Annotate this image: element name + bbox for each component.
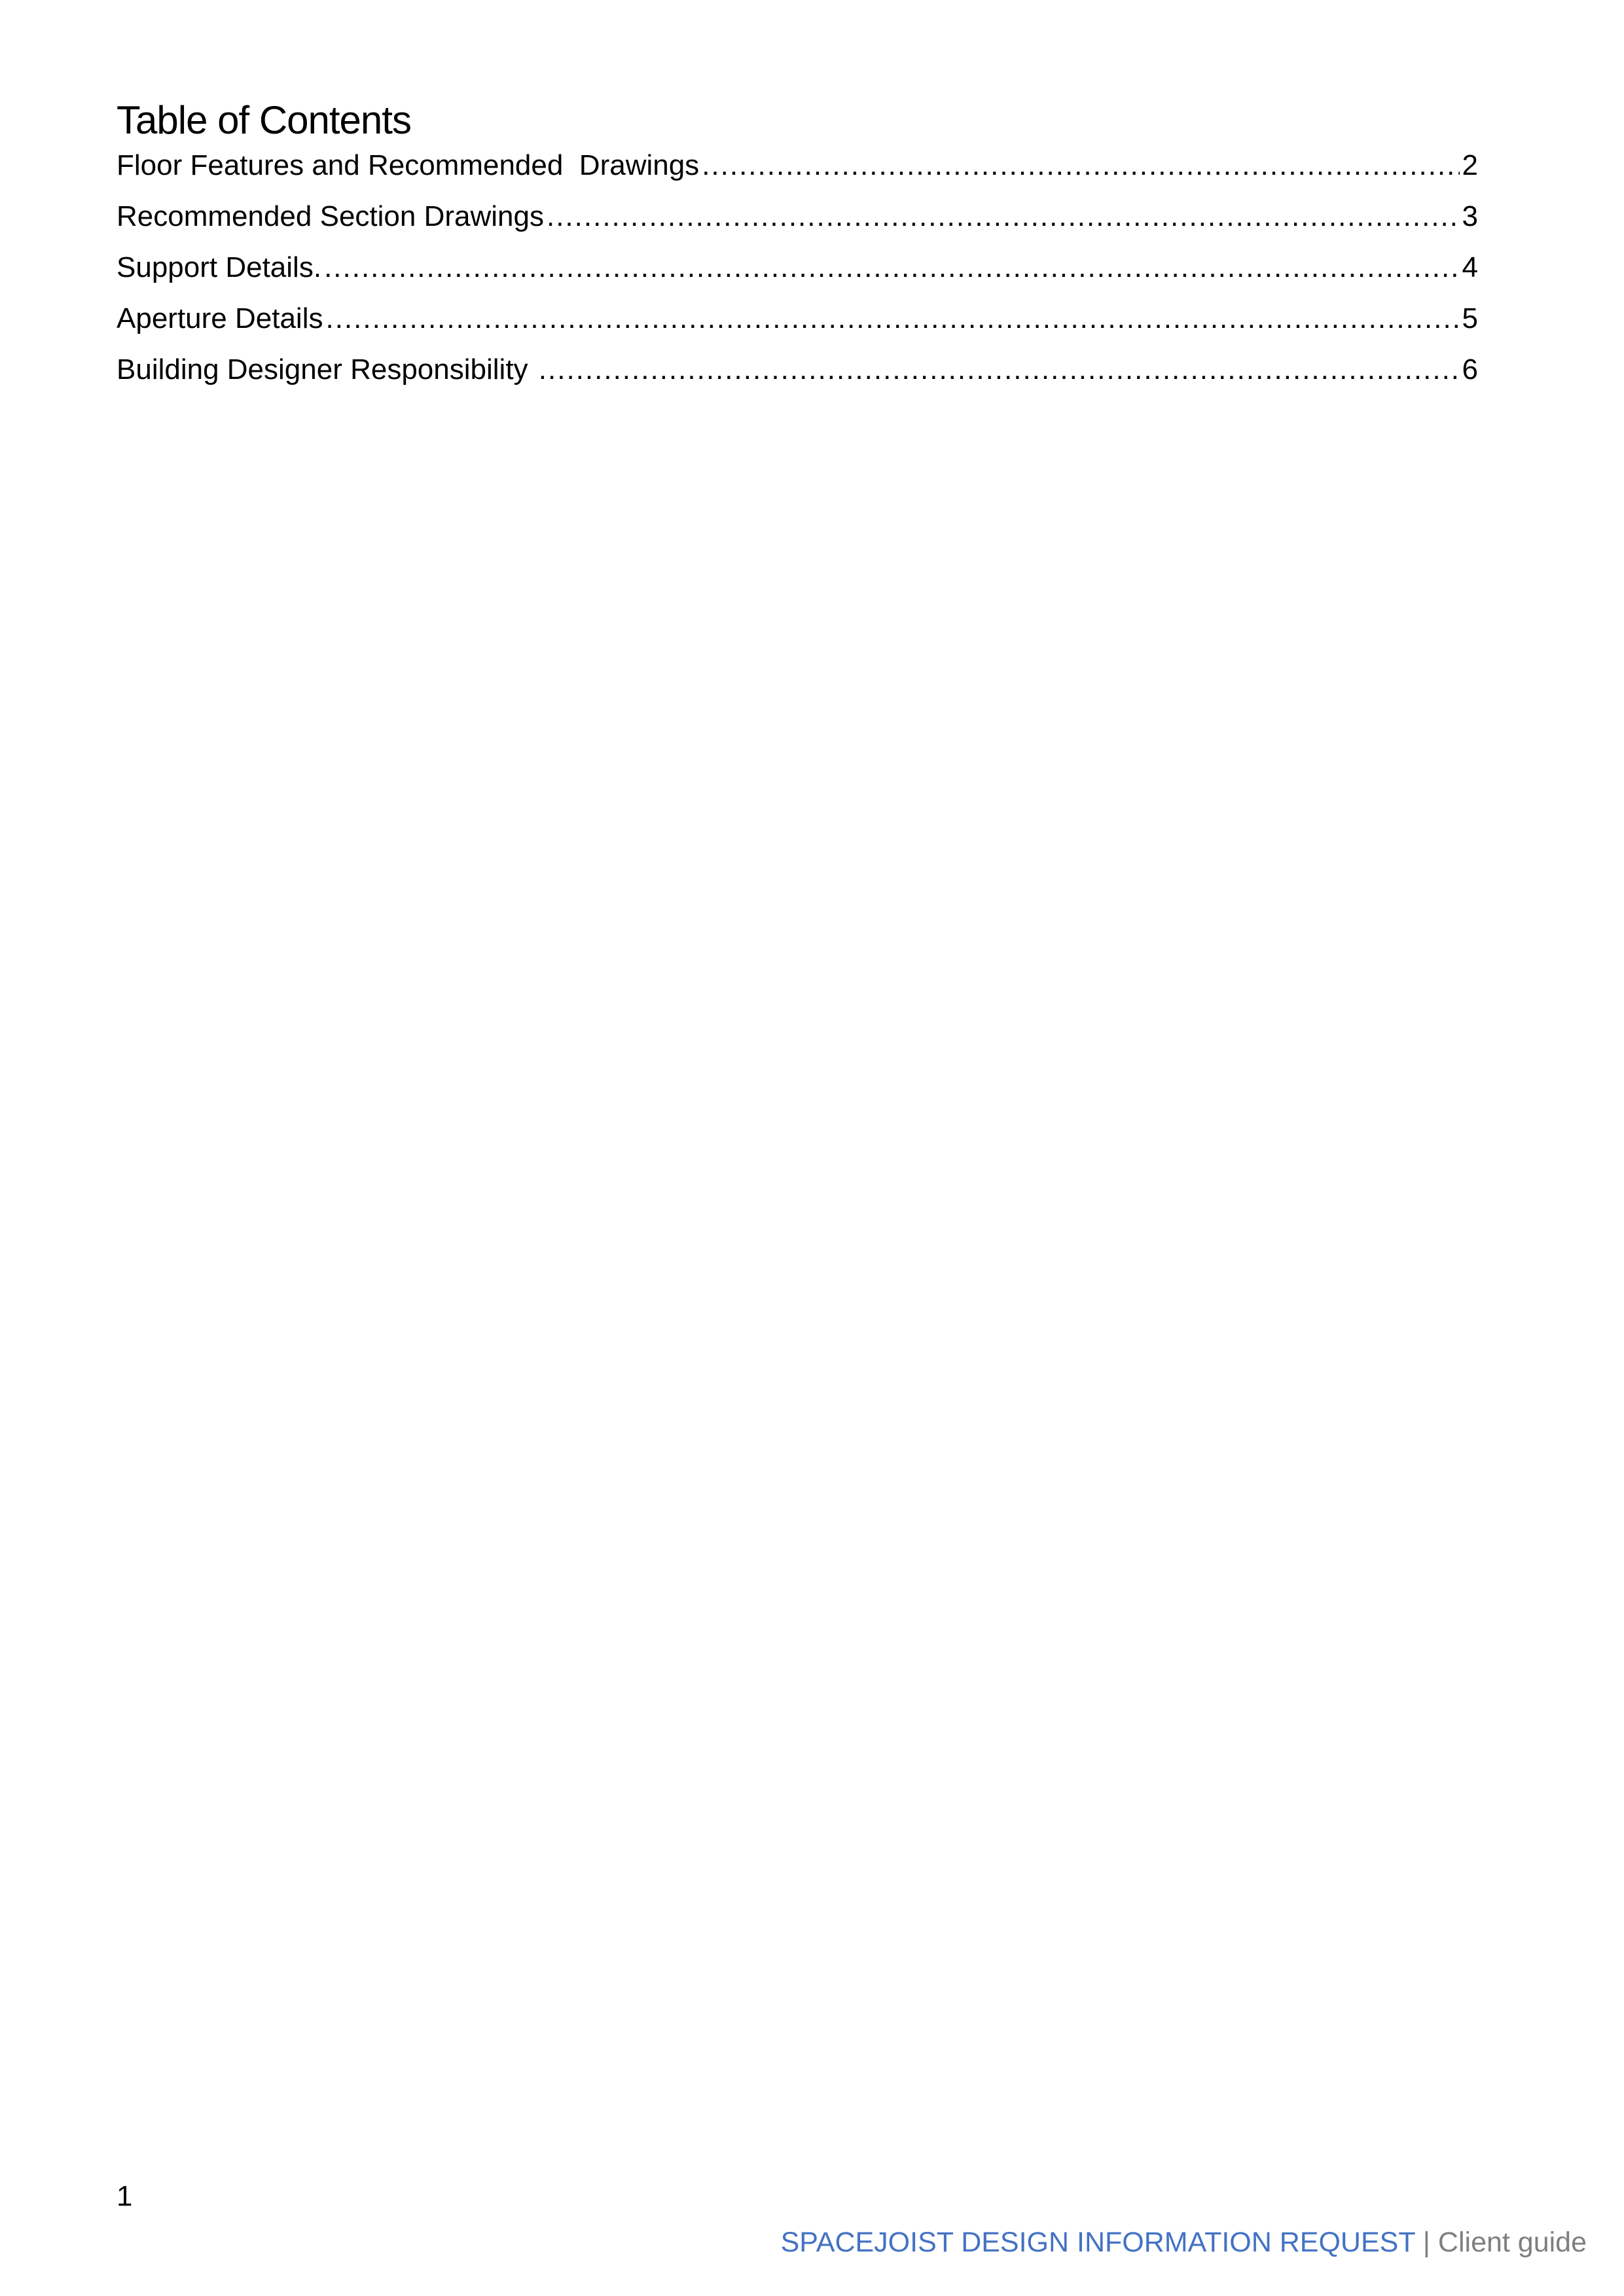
footer-document-name: SPACEJOIST DESIGN INFORMATION REQUEST (780, 2227, 1415, 2258)
toc-entry-page: 2 (1462, 149, 1478, 181)
toc-entry-label: Support Details. (117, 251, 322, 283)
footer-separator: | (1415, 2227, 1438, 2258)
dot-leader (539, 351, 1460, 389)
toc-heading: Table of Contents (117, 98, 411, 142)
toc-entry-floor-features[interactable] (117, 147, 1478, 198)
toc-entry-section-drawings[interactable] (117, 198, 1478, 249)
toc-entry-aperture-details[interactable] (117, 300, 1478, 351)
toc-entry-support-details[interactable] (117, 249, 1478, 300)
toc-entry-page: 4 (1462, 251, 1478, 283)
page-number: 1 (117, 2180, 133, 2212)
toc-entry-page: 6 (1462, 353, 1478, 386)
toc-entry-building-designer[interactable] (117, 351, 1478, 402)
toc-entry-page: 3 (1462, 200, 1478, 232)
toc-entry-label: Floor Features and Recommended Drawings (117, 149, 700, 181)
table-of-contents (117, 147, 1478, 402)
dot-leader (324, 249, 1459, 287)
page-footer (781, 2225, 1587, 2259)
dot-leader (547, 198, 1460, 236)
dot-leader (702, 147, 1459, 185)
footer-subtitle: Client guide (1437, 2227, 1587, 2258)
toc-entry-label: Aperture Details (117, 302, 323, 334)
toc-entry-label: Recommended Section Drawings (117, 200, 544, 232)
toc-entry-label: Building Designer Responsibility (117, 353, 536, 386)
toc-entry-page: 5 (1462, 302, 1478, 334)
dot-leader (325, 300, 1459, 338)
